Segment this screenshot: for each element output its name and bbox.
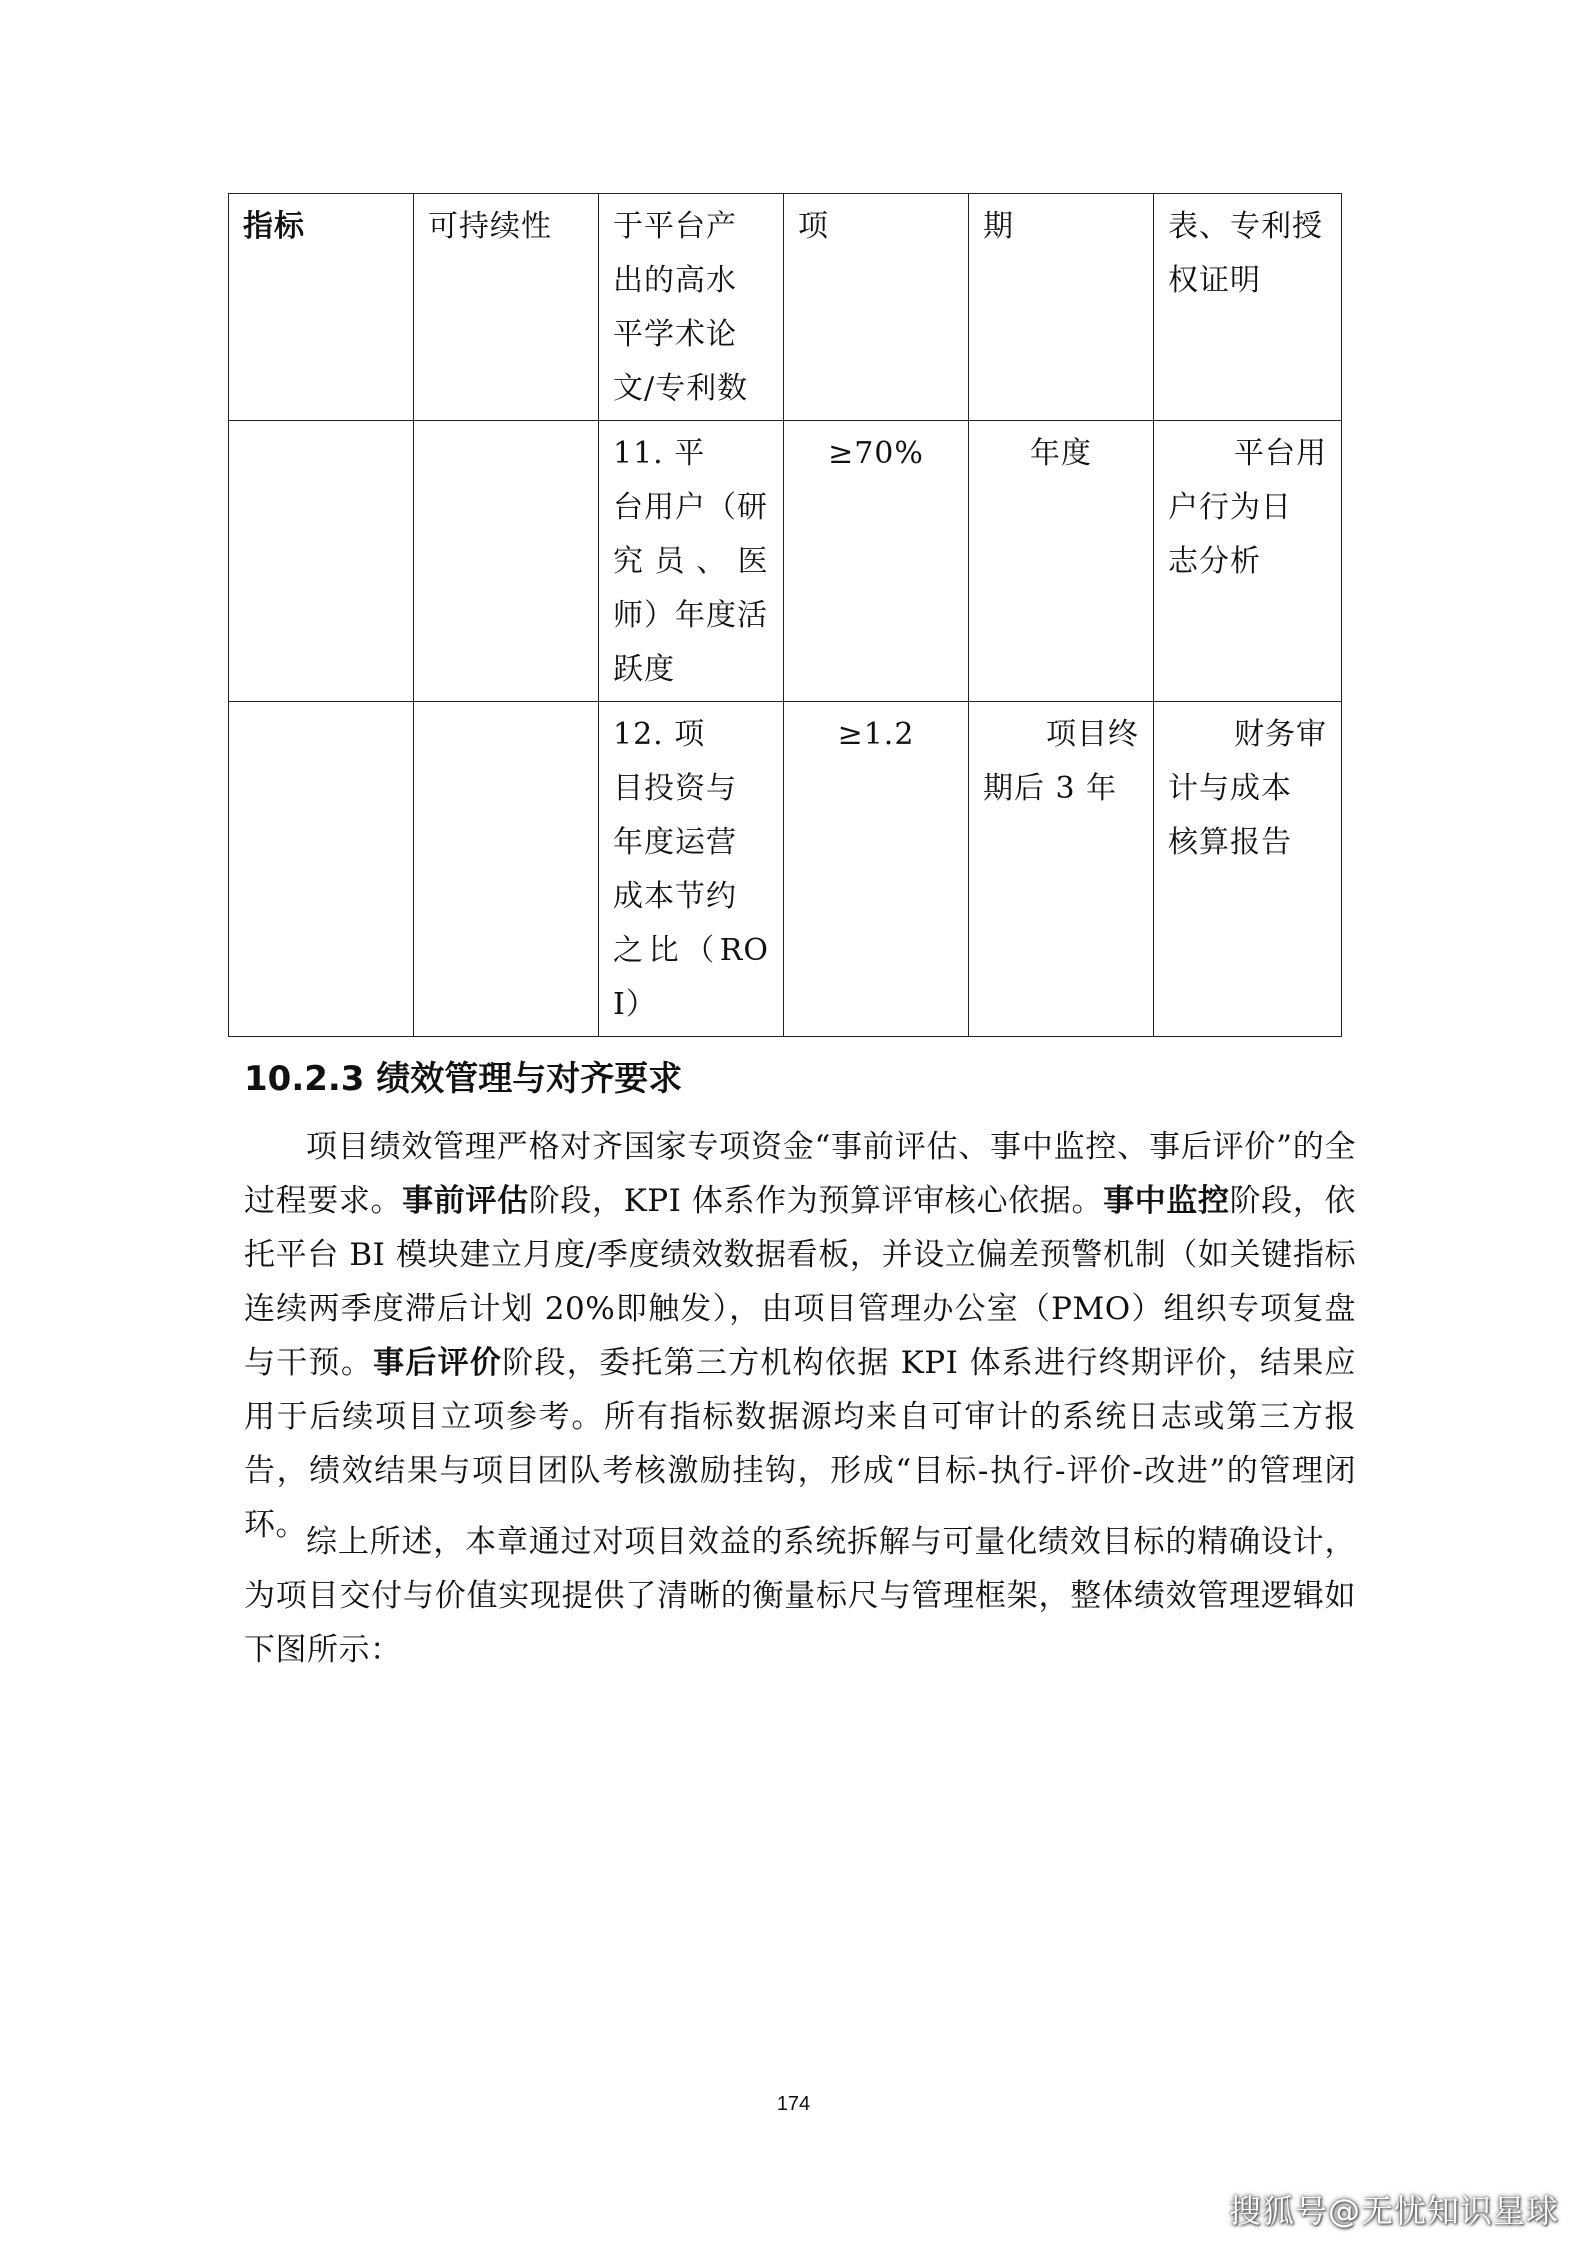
table-cell-category: [229, 702, 414, 1037]
paragraph-text: 阶段，依托平台 BI 模块建立月度/季度绩效数据看板，并设立偏差预警机制（如关键指标连续两季度滞后计划 20%即触发），由项目管理办公室（PMO）组织专项复盘与干预。: [244, 1183, 1357, 1381]
table-cell-indicator: [599, 702, 784, 1037]
cell-line: 期后 3 年: [983, 771, 1118, 806]
cell-line: 财务审: [1234, 717, 1327, 752]
table-cell-target: ≥70%: [784, 421, 969, 702]
cell-line: 12. 项: [613, 717, 706, 752]
bold-term: 事后评价: [373, 1345, 503, 1381]
paragraph-text: 阶段，KPI 体系作为预算评审核心依据。: [528, 1183, 1104, 1219]
cell-line: 跃度: [613, 652, 675, 687]
page-number: 174: [776, 2093, 811, 2115]
cell-line: 师）年度活: [613, 598, 768, 633]
paragraph-text: 阶段，委托第三方机构依据 KPI 体系进行终期评价，结果应用于后续项目立项参考。所有指标数据源均来自可审计的系统日志或第三方报告，绩效结果与项目团队考核激励挂钩，形成“目标-执行-评价-改进”的管理闭环。: [244, 1345, 1357, 1543]
table-cell-dimension: [414, 702, 599, 1037]
table-cell-period: 年度: [969, 421, 1154, 702]
paragraph-text: 项目绩效管理严格对齐国家专项资金“事前评估、事中监控、事后评价”的全过程要求。: [244, 1129, 1356, 1219]
table-cell-source: [1154, 421, 1342, 702]
cell-line: 年度运营: [613, 825, 737, 860]
cell-line: 之比（ROI）: [613, 933, 769, 1022]
cell-line: 台用户（研: [613, 490, 768, 525]
table-cell-period: [969, 702, 1154, 1037]
cell-line: 项目终: [1046, 717, 1139, 752]
table-cell-target: 项: [784, 194, 969, 421]
table-cell-category: [229, 421, 414, 702]
table-cell-source: [1154, 194, 1342, 421]
table-row: [229, 194, 1342, 421]
watermark: 搜狐号@无忧知识星球: [1228, 2192, 1559, 2230]
cell-line: 平学术论: [613, 317, 737, 352]
table-row: [229, 702, 1342, 1037]
table-cell-target: ≥1.2: [784, 702, 969, 1037]
cell-line: 志分析: [1168, 544, 1261, 579]
cell-line: 究 员 、 医: [613, 544, 769, 579]
cell-line: 计与成本: [1168, 771, 1292, 806]
cell-line: 成本节约: [613, 879, 737, 914]
table-cell-dimension: [414, 421, 599, 702]
cell-line: 表、专利授: [1168, 209, 1323, 244]
cell-line: 于平台产: [613, 209, 737, 244]
table-cell-period: 期: [969, 194, 1154, 421]
table-cell-category: 指标: [229, 194, 414, 421]
cell-line: 文/专利数: [613, 371, 749, 406]
bold-term: 事前评估: [402, 1183, 529, 1219]
table-cell-indicator: [599, 194, 784, 421]
cell-line: 出的高水: [613, 263, 737, 298]
cell-line: 户行为日: [1168, 490, 1292, 525]
body-paragraph: [244, 1120, 1356, 1552]
cell-line: 11. 平: [613, 436, 706, 471]
body-paragraph: 综上所述，本章通过对项目效益的系统拆解与可量化绩效目标的精确设计，为项目交付与价值实现提供了清晰的衡量标尺与管理框架，整体绩效管理逻辑如下图所示：: [244, 1524, 1356, 1668]
section-heading: 10.2.3 绩效管理与对齐要求: [244, 1059, 683, 1099]
table-cell-indicator: [599, 421, 784, 702]
bold-term: 事中监控: [1103, 1183, 1230, 1219]
cell-line: 平台用: [1234, 436, 1327, 471]
table-cell-dimension: 可持续性: [414, 194, 599, 421]
table-row: [229, 421, 1342, 702]
table-cell-source: [1154, 702, 1342, 1037]
cell-line: 核算报告: [1168, 825, 1292, 860]
cell-line: 目投资与: [613, 771, 737, 806]
cell-line: 权证明: [1168, 263, 1261, 298]
kpi-table: [228, 193, 1342, 1037]
